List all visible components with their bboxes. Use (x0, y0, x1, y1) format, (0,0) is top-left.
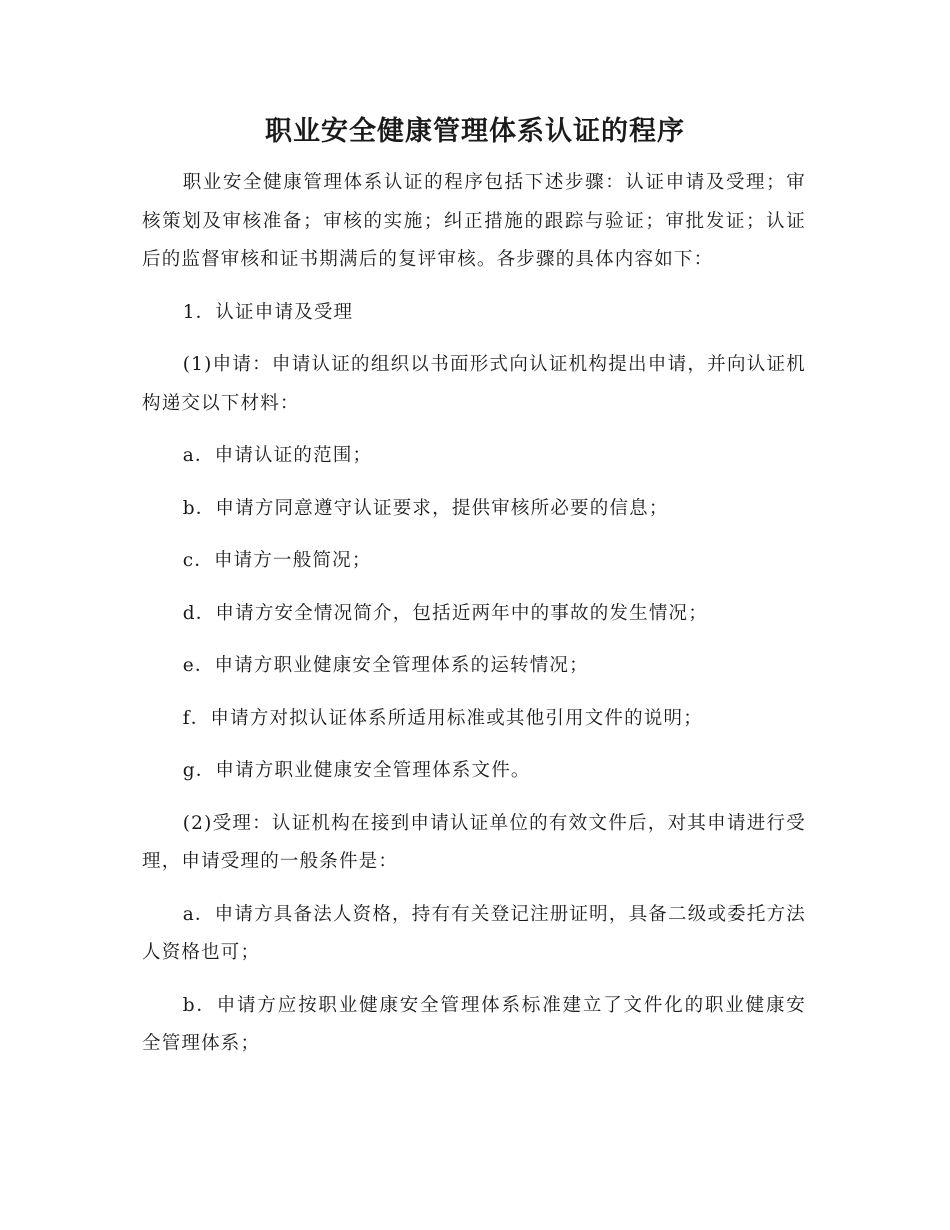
list-item-d: d．申请方安全情况简介，包括近两年中的事故的发生情况； (182, 602, 708, 624)
list-item-c: c．申请方一般简况； (182, 550, 372, 571)
list-item-a: a．申请认证的范围； (182, 445, 373, 466)
list-item-g: g．申请方职业健康安全管理体系文件。 (182, 760, 531, 781)
intro-paragraph: 职业安全健康管理体系认证的程序包括下述步骤：认证申请及受理；审核策划及审核准备；审核的实施；纠正措施的跟踪与验证；审批发证；认证后的监督审核和证书期满后的复评审核。各步骤的具体内容如下： (142, 172, 806, 270)
subsection-application-paragraph: (1)申请：申请认证的组织以书面形式向认证机构提出申请，并向认证机构递交以下材料： (142, 354, 806, 414)
document-body (142, 164, 806, 1078)
document-title: 职业安全健康管理体系认证的程序 (265, 116, 685, 147)
condition-item-a: a．申请方具备法人资格，持有有关登记注册证明，具备二级或委托方法人资格也可； (142, 903, 806, 963)
list-item-e: e．申请方职业健康安全管理体系的运转情况； (182, 655, 589, 676)
list-item-f: f．申请方对拟认证体系所适用标准或其他引用文件的说明； (182, 707, 703, 729)
list-item-b: b．申请方同意遵守认证要求，提供审核所必要的信息； (182, 497, 669, 519)
condition-item-b: b．申请方应按职业健康安全管理体系标准建立了文件化的职业健康安全管理体系； (142, 994, 806, 1054)
section-heading-application: 1．认证申请及受理 (182, 301, 354, 323)
subsection-acceptance-paragraph: (2)受理：认证机构在接到申请认证单位的有效文件后，对其申请进行受理，申请受理的一般条件是： (142, 812, 806, 872)
